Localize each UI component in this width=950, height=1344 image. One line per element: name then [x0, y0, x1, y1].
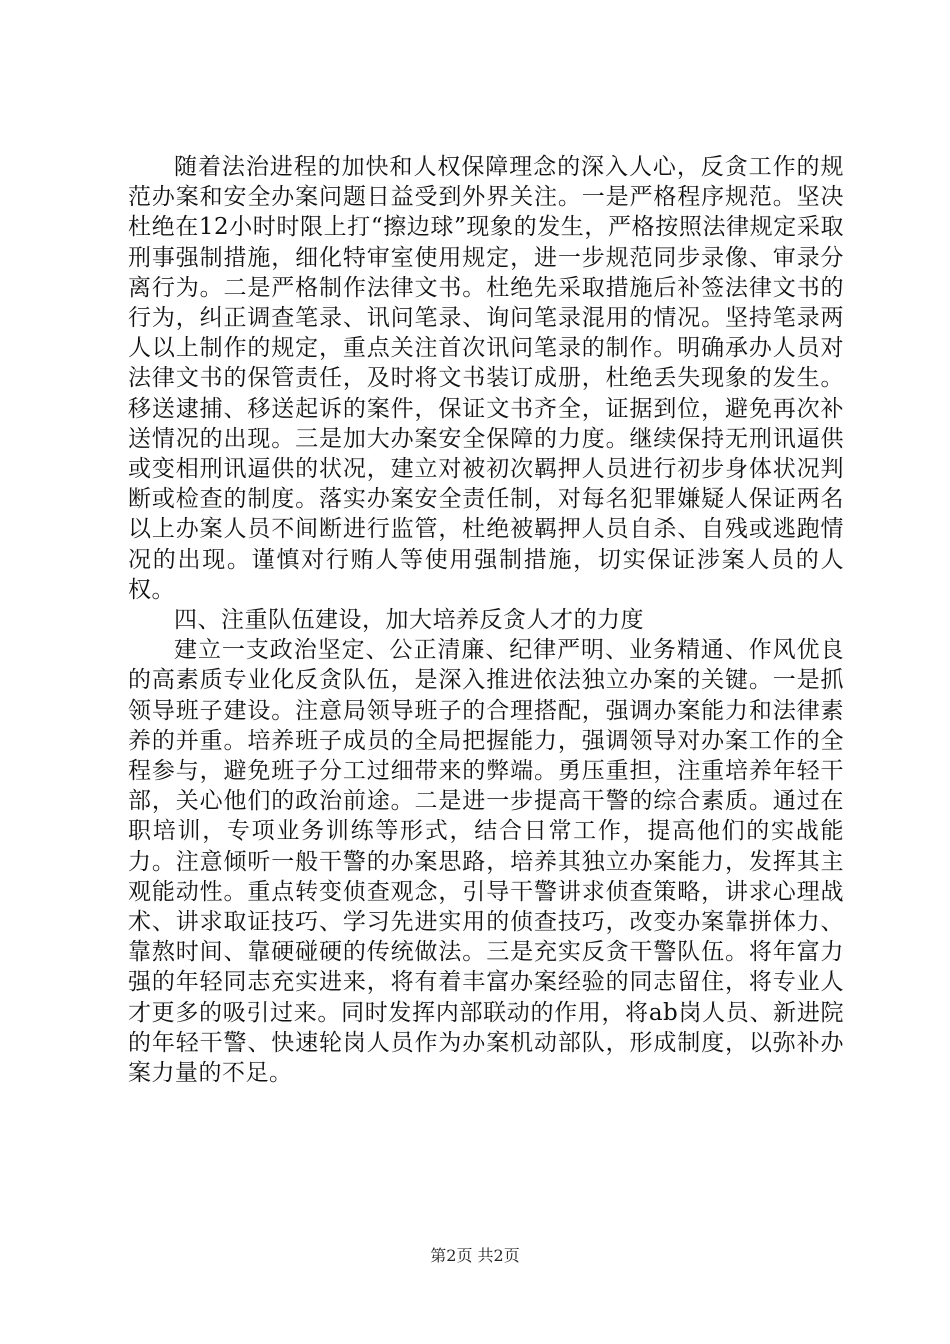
document-body	[128, 152, 844, 1088]
page-footer: 第2页 共2页	[430, 1246, 520, 1265]
section-heading: 四、注重队伍建设，加大培养反贪人才的力度	[174, 607, 644, 634]
paragraph-procedure-standards: 随着法治进程的加快和人权保障理念的深入人心，反贪工作的规范办案和安全办案问题日益受到外界关注。一是严格程序规范。坚决杜绝在12小时时限上打“擦边球”现象的发生，严格按照法律规定采取刑事强制措施，细化特审室使用规定，进一步规范同步录像、审录分离行为。二是严格制作法律文书。杜绝先采取措施后补签法律文书的行为，纠正调查笔录、讯问笔录、询问笔录混用的情况。坚持笔录两人以上制作的规定，重点关注首次讯问笔录的制作。明确承办人员对法律文书的保管责任，及时将文书装订成册，杜绝丢失现象的发生。移送逮捕、移送起诉的案件，保证文书齐全，证据到位，避免再次补送情况的出现。三是加大办案安全保障的力度。继续保持无刑讯逼供或变相刑讯逼供的状况，建立对被初次羁押人员进行初步身体状况判断或检查的制度。落实办案安全责任制，对每名犯罪嫌疑人保证两名以上办案人员不间断进行监管，杜绝被羁押人员自杀、自残或逃跑情况的出现。谨慎对行贿人等使用强制措施，切实保证涉案人员的人权。	[128, 154, 844, 603]
paragraph-team-building: 建立一支政治坚定、公正清廉、纪律严明、业务精通、作风优良的高素质专业化反贪队伍，是深入推进依法独立办案的关键。一是抓领导班子建设。注意局领导班子的合理搭配，强调办案能力和法律素养的并重。培养班子成员的全局把握能力，强调领导对办案工作的全程参与，避免班子分工过细带来的弊端。勇压重担，注重培养年轻干部，关心他们的政治前途。二是进一步提高干警的综合素质。通过在职培训，专项业务训练等形式，结合日常工作，提高他们的实战能力。注意倾听一般干警的办案思路，培养其独立办案能力，发挥其主观能动性。重点转变侦查观念，引导干警讲求侦查策略，讲求心理战术、讲求取证技巧、学习先进实用的侦查技巧，改变办案靠拼体力、靠熬时间、靠硬碰硬的传统做法。三是充实反贪干警队伍。将年富力强的年轻同志充实进来，将有着丰富办案经验的同志留住，将专业人才更多的吸引过来。同时发挥内部联动的作用，将ab岗人员、新进院的年轻干警、快速轮岗人员作为办案机动部队，形成制度，以弥补办案力量的不足。	[128, 637, 844, 1087]
